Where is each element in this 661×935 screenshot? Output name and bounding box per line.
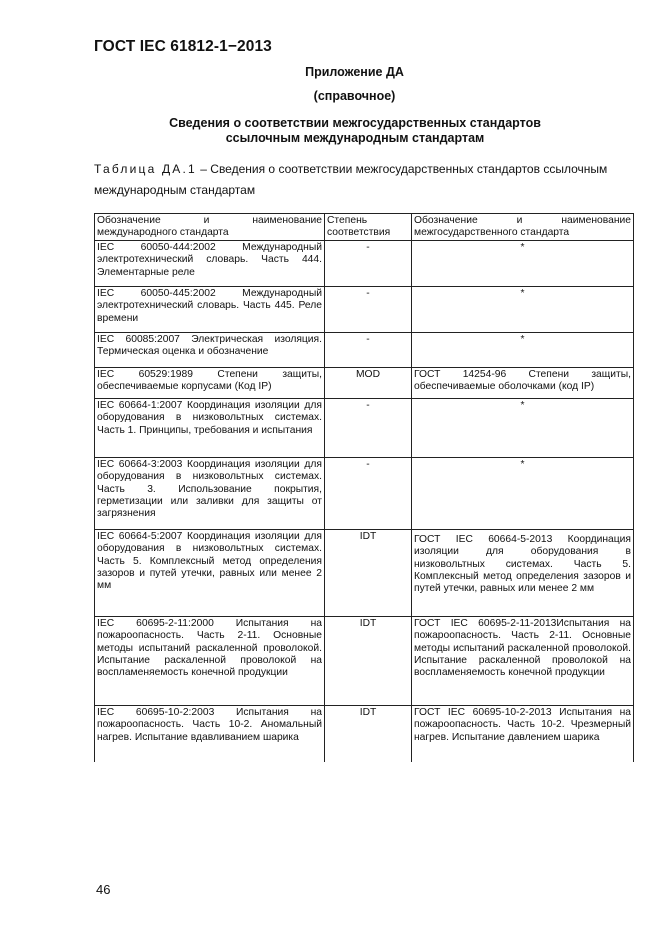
national-standard-cell: ГОСТ IEC 60695-10-2-2013 Испытания на пожароопасность. Часть 10-2. Чрезмерный нагрев. Испытание давлением шарика bbox=[412, 705, 634, 762]
table-caption bbox=[94, 159, 629, 201]
table-row bbox=[95, 705, 634, 762]
degree-cell: IDT bbox=[325, 529, 412, 616]
intl-standard-cell: IEC 60529:1989 Степени защиты, обеспечиваемые корпусами (Код IP) bbox=[95, 367, 325, 398]
national-standard-mark: * bbox=[520, 241, 525, 253]
table-row bbox=[95, 240, 634, 286]
annex-heading-line-2: ссылочным международным стандартам bbox=[225, 131, 485, 145]
document-header: ГОСТ IEC 61812-1−2013 bbox=[94, 38, 272, 55]
standards-table bbox=[94, 213, 634, 762]
table-row bbox=[95, 398, 634, 457]
table-row bbox=[95, 529, 634, 616]
national-standard-cell bbox=[412, 286, 634, 332]
table-row bbox=[95, 457, 634, 529]
national-standard-mark: * bbox=[520, 287, 525, 299]
annex-title: Приложение ДА bbox=[305, 65, 404, 79]
intl-standard-cell: IEC 60664-1:2007 Координация изоляции для оборудования в низковольтных системах. Часть 1. Принципы, требования и испытания bbox=[95, 398, 325, 457]
table-row bbox=[95, 332, 634, 367]
degree-cell: - bbox=[325, 457, 412, 529]
degree-cell: IDT bbox=[325, 616, 412, 705]
annex-heading bbox=[140, 116, 570, 146]
annex-subtitle: (справочное) bbox=[313, 89, 396, 103]
table-header-row bbox=[95, 214, 634, 241]
degree-cell: MOD bbox=[325, 367, 412, 398]
intl-standard-cell: IEC 60050-445:2002 Международный электротехнический словарь. Часть 445. Реле времени bbox=[95, 286, 325, 332]
national-standard-cell: ГОСТ IEC 60695-2-11-2013Испытания на пожароопасность. Часть 2-11. Основные методы испытаний раскаленной проволокой. Испытание раскаленной проволокой на воспламеняемость конечной продукции bbox=[412, 616, 634, 705]
table-row bbox=[95, 616, 634, 705]
table-row bbox=[95, 286, 634, 332]
degree-cell: - bbox=[325, 286, 412, 332]
intl-standard-cell: IEC 60085:2007 Электрическая изоляция. Термическая оценка и обозначение bbox=[95, 332, 325, 367]
national-standard-mark: * bbox=[520, 333, 525, 345]
column-header-intl: Обозначение и наименование международного стандарта bbox=[95, 214, 325, 241]
intl-standard-cell: IEC 60695-2-11:2000 Испытания на пожароопасность. Часть 2-11. Основные методы испытаний раскаленной проволокой. Испытание раскаленной проволокой на воспламеняемость конечной продукции bbox=[95, 616, 325, 705]
column-header-national: Обозначение и наименование межгосударственного стандарта bbox=[412, 214, 634, 241]
degree-cell: IDT bbox=[325, 705, 412, 762]
national-standard-cell: ГОСТ 14254-96 Степени защиты, обеспечиваемые оболочками (код IP) bbox=[412, 367, 634, 398]
national-standard-cell bbox=[412, 332, 634, 367]
page-number: 46 bbox=[96, 882, 111, 897]
column-header-degree: Степень соответствия bbox=[325, 214, 412, 241]
table-row bbox=[95, 367, 634, 398]
degree-cell: - bbox=[325, 398, 412, 457]
national-standard-mark: * bbox=[520, 399, 525, 411]
table-caption-text: – Сведения о соответствии межгосударственных стандартов ссылочным международным стандартам bbox=[94, 162, 608, 197]
intl-standard-cell: IEC 60664-5:2007 Координация изоляции для оборудования в низковольтных системах. Часть 5. Комплексный метод определения зазоров и путей утечки, равных или менее 2 мм bbox=[95, 529, 325, 616]
national-standard-mark: * bbox=[520, 458, 525, 470]
degree-cell: - bbox=[325, 332, 412, 367]
degree-cell: - bbox=[325, 240, 412, 286]
intl-standard-cell: IEC 60695-10-2:2003 Испытания на пожароопасность. Часть 10-2. Аномальный нагрев. Испытание вдавливанием шарика bbox=[95, 705, 325, 762]
national-standard-cell bbox=[412, 240, 634, 286]
national-standard-cell bbox=[412, 457, 634, 529]
table-caption-prefix: Таблица ДА.1 bbox=[94, 162, 197, 176]
annex-heading-line-1: Сведения о соответствии межгосударственных стандартов bbox=[169, 116, 541, 130]
national-standard-cell bbox=[412, 398, 634, 457]
intl-standard-cell: IEC 60664-3:2003 Координация изоляции для оборудования в низковольтных системах. Часть 3. Использование покрытия, герметизации или заливки для защиты от загрязнения bbox=[95, 457, 325, 529]
intl-standard-cell: IEC 60050-444:2002 Международный электротехнический словарь. Часть 444. Элементарные реле bbox=[95, 240, 325, 286]
national-standard-cell: ГОСТ IEC 60664-5-2013 Координация изоляции для оборудования в низковольтных системах. Часть 5. Комплексный метод определения зазоров и путей утечки, равных или менее 2 мм bbox=[412, 529, 634, 616]
